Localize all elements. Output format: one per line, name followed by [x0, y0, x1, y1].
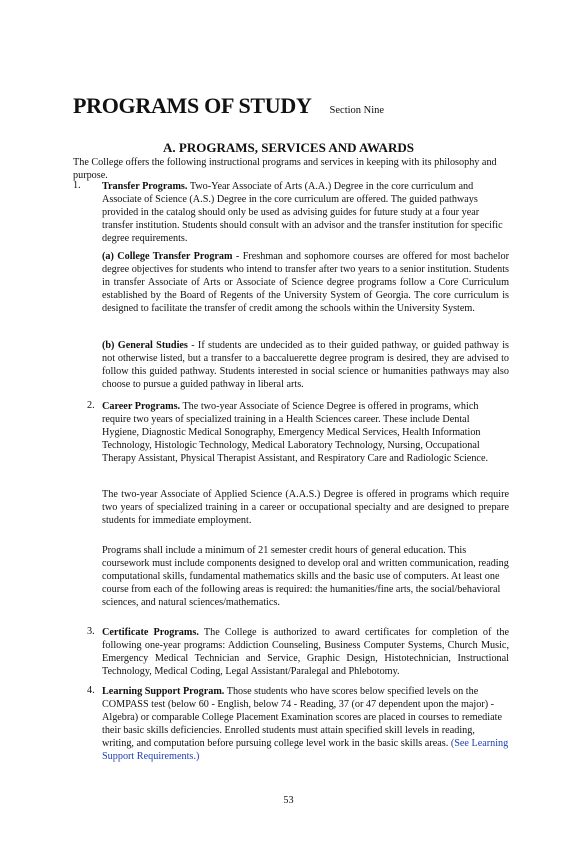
item-text: Those students who have scores below specified levels on the COMPASS test (below 60 - English, below 74 - Reading, 37 (or 47 dependent upon the major) - Algebra) or comparable College Placement Examination scores are placed in courses to remediate their basic skills deficiencies. Enrolled students must attain specified skill levels in reading, writing, and computation before pursuing college level work in the basic skills areas. [102, 686, 502, 749]
sub-item-lead: (a) College Transfer Program [102, 251, 233, 262]
item-number: 2. [87, 400, 95, 411]
list-item-transfer [102, 180, 509, 245]
title-row [73, 93, 384, 119]
item-lead: Transfer Programs. [102, 181, 188, 192]
sub-item-text: - If students are undecided as to their guided pathway, or guided pathway is not otherwise listed, but a transfer to a baccaluerette degree program is desired, they are advised to follow this guided pathway. Students interested in social science or humanities pathways may also choose to pursue a guided pathway in liberal arts. [102, 340, 509, 390]
item-text: The College is authorized to award certificates for completion of the following one-year programs: Addiction Counseling, Business Computer Systems, Church Music, Emergency Medical Technician and Service, Graphic Design, Histotechnician, Instructional Technology, Medical Coding, Legal Assistant/Paralegal and Phlebotomy. [102, 627, 509, 677]
sub-item-general-studies [102, 339, 509, 391]
page-title: PROGRAMS OF STUDY [73, 93, 312, 118]
learning-support-link[interactable]: (See Learning Support Requirements.) [102, 738, 509, 762]
item-text: Two-Year Associate of Arts (A.A.) Degree in the core curriculum and Associate of Science (A.S.) Degree in the core curriculum are offered. The guided pathways provided in the catalog should only be used as advising guides for future study at a four year transfer institution. Students should consult with an advisor and the transfer institution for specific degree requirements. [102, 181, 503, 244]
item-number: 4. [87, 685, 95, 696]
list-item-career [102, 400, 509, 465]
section-heading: A. PROGRAMS, SERVICES AND AWARDS [163, 140, 414, 155]
item-lead: Career Programs. [102, 401, 181, 412]
item-number: 3. [87, 626, 95, 637]
intro-paragraph: The College offers the following instructional programs and services in keeping with its philosophy and purpose. [73, 157, 497, 181]
sub-item-lead: (b) General Studies [102, 340, 188, 351]
item-lead: Certificate Programs. [102, 627, 199, 638]
sub-item-text: - Freshman and sophomore courses are offered for most bachelor degree objectives for students who intend to transfer after two years to a senior institution. Students in transfer Associate of Arts or Associate of Science degree programs follow a Core Curriculum established by the Board of Regents of the University System of Georgia. The core curriculum is designed to facilitate the transfer of credit among the schools within the University System. [102, 251, 509, 314]
section-label: Section Nine [329, 105, 385, 116]
list-item-certificate [102, 626, 509, 678]
list-item-learning-support [102, 685, 509, 763]
sub-item-college-transfer [102, 250, 509, 315]
item-text: The two-year Associate of Science Degree is offered in programs, which require two years of specialized training in a Health Sciences career. These include Dental Hygiene, Diagnostic Medical Sonography, Emergency Medical Services, Health Information Technology, Histologic Technology, Medical Laboratory Technology, Nursing, Occupational Therapy Assistant, Physical Therapist Assistant, and Respiratory Care and Radiologic Science. [102, 401, 489, 464]
item-lead: Learning Support Program. [102, 686, 225, 697]
career-paragraph-general-ed: Programs shall include a minimum of 21 semester credit hours of general education. This coursework must include components designed to develop oral and written communication, reading computational skills, fundamental mathematics skills and the basic use of computers. At least one course from each of the following areas is required: the humanities/fine arts, the social/behavioral sciences, and natural sciences/mathematics. [102, 545, 509, 608]
page-number: 53 [283, 795, 294, 806]
career-paragraph-aas: The two-year Associate of Applied Science (A.A.S.) Degree is offered in programs which require two years of specialized training in a career or occupational specialty and are designed to prepare students for immediate employment. [102, 489, 509, 526]
item-number: 1. [73, 180, 81, 191]
